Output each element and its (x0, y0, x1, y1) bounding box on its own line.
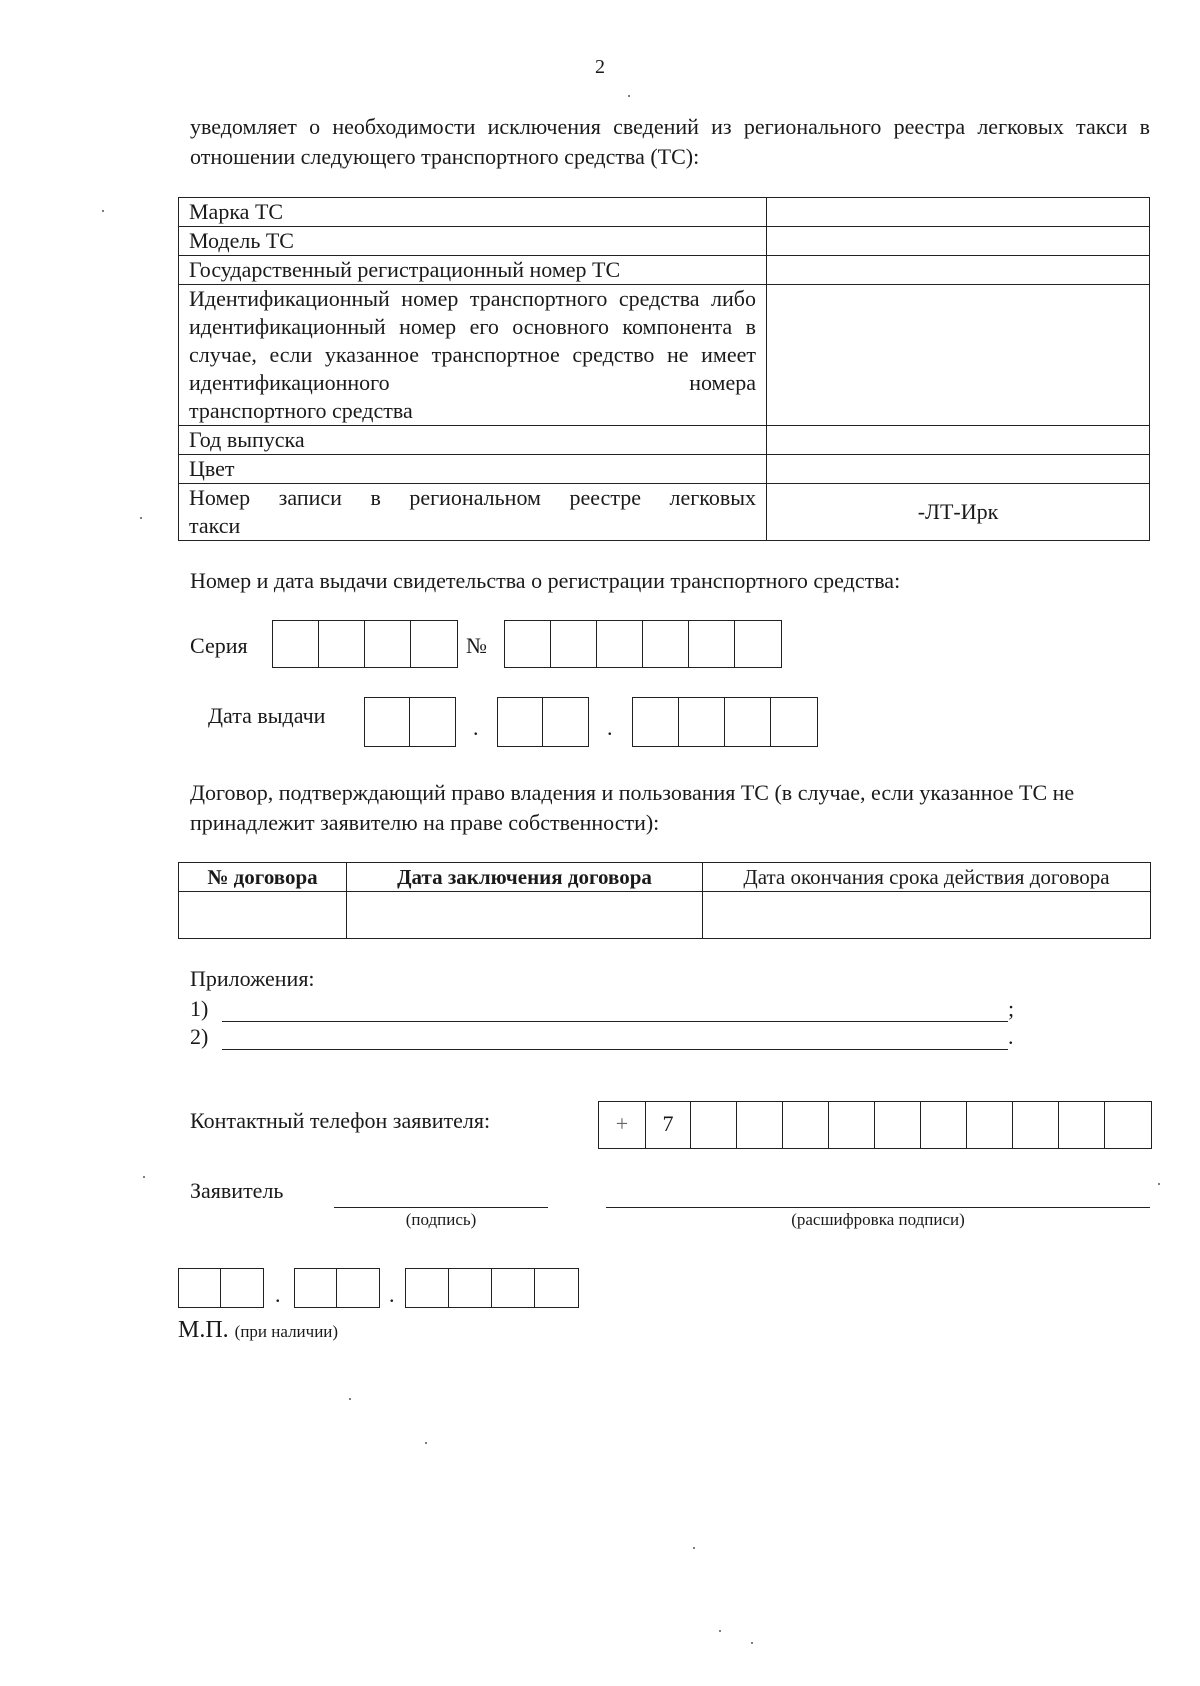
intro-paragraph: уведомляет о необходимости исключения сведений из регионального реестра легковых такси в отношении следующего транспортного средства (ТС): (190, 114, 1150, 169)
vin-label (179, 285, 767, 426)
digit-box[interactable] (771, 698, 817, 746)
scan-speck (719, 1630, 721, 1632)
contract-end-date-header: Дата окончания срока действия договора (703, 863, 1151, 892)
stamp-year-input[interactable] (405, 1268, 579, 1308)
table-row (179, 285, 1150, 426)
scan-speck (693, 1547, 695, 1549)
registry-number-value[interactable]: -ЛТ-Ирк (767, 484, 1150, 541)
issue-month-input[interactable] (497, 697, 589, 747)
digit-box[interactable] (337, 1269, 379, 1307)
digit-box[interactable] (597, 621, 643, 667)
digit-box[interactable] (735, 621, 781, 667)
digit-box[interactable] (1105, 1102, 1151, 1148)
stamp-month-input[interactable] (294, 1268, 380, 1308)
scan-speck (751, 1642, 753, 1644)
scan-speck (425, 1442, 427, 1444)
digit-box[interactable] (319, 621, 365, 667)
issue-day-input[interactable] (364, 697, 456, 747)
digit-box[interactable] (829, 1102, 875, 1148)
digit-box[interactable] (505, 621, 551, 667)
contract-number-header: № договора (179, 863, 347, 892)
date-separator: . (473, 715, 479, 740)
digit-box[interactable] (498, 698, 543, 746)
certificate-number-input[interactable] (504, 620, 782, 668)
number-label: № (466, 633, 487, 658)
registry-number-label (179, 484, 767, 541)
digit-box[interactable] (691, 1102, 737, 1148)
digit-box[interactable] (921, 1102, 967, 1148)
attachment-number: 1) (190, 996, 209, 1021)
digit-box[interactable] (551, 621, 597, 667)
date-separator: . (607, 715, 613, 740)
table-row (179, 256, 1150, 285)
signature-line[interactable] (334, 1207, 548, 1208)
table-row (179, 455, 1150, 484)
table-row (179, 426, 1150, 455)
signature-decode-caption: (расшифровка подписи) (791, 1210, 965, 1229)
digit-box[interactable] (535, 1269, 578, 1307)
scan-speck (1158, 1183, 1160, 1185)
digit-box[interactable] (273, 621, 319, 667)
signature-decode-line[interactable] (606, 1207, 1150, 1208)
digit-box[interactable] (643, 621, 689, 667)
vehicle-info-table (178, 197, 1150, 541)
digit-box[interactable] (875, 1102, 921, 1148)
scan-speck (628, 95, 630, 97)
phone-label: Контактный телефон заявителя: (190, 1108, 491, 1133)
registry-number-label-text: Номер записи в региональном реестре легковых (189, 485, 756, 510)
table-row (179, 484, 1150, 541)
table-row (179, 227, 1150, 256)
attachment-line-1[interactable] (190, 996, 1020, 1022)
digit-box[interactable] (449, 1269, 492, 1307)
digit-box[interactable] (689, 621, 735, 667)
date-separator: . (275, 1282, 281, 1307)
contract-title: Договор, подтверждающий право владения и пользования ТС (в случае, если указанное ТС не принадлежит заявителю на праве собственности): (190, 780, 1075, 835)
issue-year-input[interactable] (632, 697, 818, 747)
contract-date-cell[interactable] (347, 892, 703, 939)
digit-box[interactable] (543, 698, 588, 746)
scan-speck (349, 1398, 351, 1400)
digit-box[interactable] (737, 1102, 783, 1148)
digit-box[interactable] (410, 698, 455, 746)
attachment-number: 2) (190, 1024, 209, 1049)
contract-number-cell[interactable] (179, 892, 347, 939)
page-number: 2 (595, 56, 605, 78)
vin-label-text: Идентификационный номер транспортного средства либо идентификационный номер его основного компонента в случае, если указанное транспортное средство не имеет идентификационного номера (189, 286, 756, 395)
digit-box[interactable] (179, 1269, 221, 1307)
attachment-end: . (1008, 1024, 1014, 1049)
applicant-label: Заявитель (190, 1178, 284, 1203)
digit-box[interactable] (783, 1102, 829, 1148)
scan-speck (143, 1176, 145, 1178)
digit-box[interactable] (406, 1269, 449, 1307)
color-label: Цвет (179, 455, 767, 484)
table-header-row (179, 863, 1151, 892)
vehicle-model-value[interactable] (767, 227, 1150, 256)
signature-caption: (подпись) (405, 1210, 477, 1229)
series-label: Серия (190, 633, 248, 658)
digit-box[interactable] (679, 698, 725, 746)
series-input[interactable] (272, 620, 458, 668)
phone-prefix-box: + (599, 1102, 646, 1148)
attachment-end: ; (1008, 996, 1015, 1021)
table-row (179, 198, 1150, 227)
digit-box[interactable] (295, 1269, 337, 1307)
registry-number-label-last: такси (189, 513, 241, 538)
vin-value[interactable] (767, 285, 1150, 426)
digit-box[interactable] (221, 1269, 263, 1307)
table-row (179, 892, 1151, 939)
year-value[interactable] (767, 426, 1150, 455)
vehicle-make-value[interactable] (767, 198, 1150, 227)
issue-date-label: Дата выдачи (208, 703, 326, 728)
vehicle-make-label: Марка ТС (179, 198, 767, 227)
digit-box[interactable] (725, 698, 771, 746)
digit-box[interactable] (1013, 1102, 1059, 1148)
contract-date-header: Дата заключения договора (347, 863, 703, 892)
phone-country-box: 7 (646, 1102, 691, 1148)
vin-label-last: транспортного средства (189, 398, 413, 423)
digit-box[interactable] (411, 621, 457, 667)
digit-box[interactable] (1059, 1102, 1105, 1148)
scan-speck (102, 210, 104, 212)
date-separator: . (389, 1282, 395, 1307)
attachment-line-2[interactable] (190, 1024, 1020, 1050)
scan-speck (140, 517, 142, 519)
attachments-title: Приложения: (190, 966, 315, 991)
year-label: Год выпуска (179, 426, 767, 455)
registration-plate-value[interactable] (767, 256, 1150, 285)
vehicle-model-label: Модель ТС (179, 227, 767, 256)
attachment-blank[interactable] (222, 1027, 1008, 1050)
stamp-mp-note: (при наличии) (234, 1322, 339, 1341)
contract-end-date-cell[interactable] (703, 892, 1151, 939)
certificate-title: Номер и дата выдачи свидетельства о регистрации транспортного средства: (190, 568, 901, 593)
color-value[interactable] (767, 455, 1150, 484)
stamp-mp-text: М.П. (178, 1317, 229, 1343)
stamp-place (178, 1317, 338, 1344)
digit-box[interactable] (633, 698, 679, 746)
digit-box[interactable] (365, 698, 410, 746)
stamp-day-input[interactable] (178, 1268, 264, 1308)
digit-box[interactable] (492, 1269, 535, 1307)
registration-plate-label: Государственный регистрационный номер ТС (179, 256, 767, 285)
phone-input[interactable] (598, 1101, 1152, 1149)
contract-table (178, 862, 1151, 939)
digit-box[interactable] (967, 1102, 1013, 1148)
digit-box[interactable] (365, 621, 411, 667)
attachment-blank[interactable] (222, 999, 1008, 1022)
